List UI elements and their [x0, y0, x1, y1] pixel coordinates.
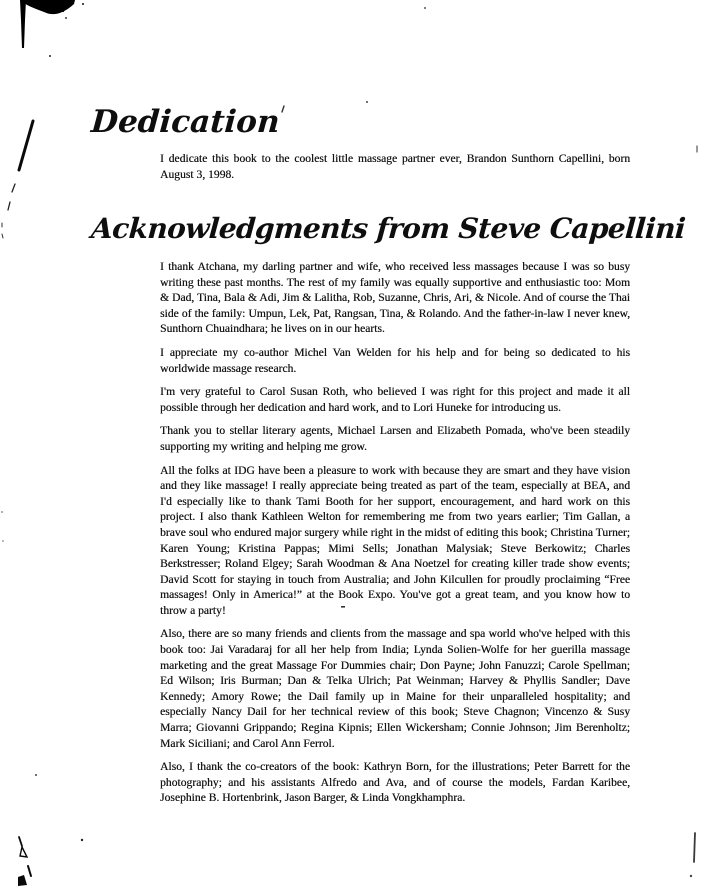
scan-artifact-speck [690, 875, 692, 877]
scan-artifact-speck [424, 7, 426, 9]
scan-artifact-corner-fold [20, 0, 75, 14]
scan-artifact-streak [12, 184, 15, 192]
scan-artifact-speck [65, 17, 67, 19]
scan-artifact-speck [2, 540, 4, 542]
acknowledgments-paragraph: Thank you to stellar literary agents, Michael Larsen and Elizabeth Pomada, who've been steadily supporting my writing and helping me grow. [160, 424, 630, 453]
scan-artifact-streak [2, 234, 3, 238]
scan-artifact-streak [8, 202, 10, 210]
acknowledgments-body [160, 259, 630, 806]
acknowledgments-paragraph: I appreciate my co-author Michel Van Welden for his help and for being so dedicated to his worldwide massage research. [160, 345, 630, 375]
scan-artifact-edge-line [694, 833, 695, 862]
scan-artifact-streak [19, 121, 33, 170]
dedication-heading: Dedication [90, 104, 281, 140]
scan-artifact-ink-mark [20, 847, 27, 857]
acknowledgments-paragraph: I thank Atchana, my darling partner and wife, who received less massages because I was so busy writing these past months. The rest of my family was equally supportive and enthusiastic too: Mom & Dad, Tina, Bala & Adi, Jim & Lalitha, Rob, Suzanne, Chris, Ari, & Nicole. And of course the Thai side of the family: Umpun, Lek, Pat, Rangsan, Tina, & Rolando. And the father-in-law I never knew, Sunthorn Chuaindhara; he lives on in our hearts. [160, 260, 630, 336]
scan-artifact-ink-mark [28, 866, 31, 876]
scan-artifact-speck [366, 101, 368, 103]
scan-artifact-speck [1, 511, 3, 513]
scan-artifact-speck [282, 106, 284, 112]
acknowledgments-paragraph: I'm very grateful to Carol Susan Roth, who believed I was right for this project and made it all possible through her dedication and hard work, and to Lori Huneke for introducing us. [160, 385, 630, 414]
dedication-body [160, 151, 630, 182]
scan-artifact-speck [71, 2, 73, 4]
scan-artifact-ink-mark [18, 875, 27, 886]
dedication-paragraph: I dedicate this book to the coolest little massage partner ever, Brandon Sunthorn Capellini, born August 3, 1998. [160, 152, 630, 181]
acknowledgments-paragraph: All the folks at IDG have been a pleasure to work with because they are smart and they have vision and they like massage! I really appreciate being treated as part of the team, especially at BEA, and I'd especially like to thank Tami Booth for her support, encouragement, and hard work on this project. I also thank Kathleen Welton for remembering me from two years earlier; Tim Gallan, a brave soul who endured major surgery while right in the midst of editing this book; Christina Turner; Karen Young; Kristina Pappas; Mimi Sells; Jonathan Malysiak; Steve Berkowitz; Charles Berkstresser; Roland Elgey; Sarah Woodman & Ana Noetzel for creating killer trade show events; David Scott for staying in touch from Australia; and John Kilcullen for proudly proclaiming “Free massages! Only in America!” at the Book Expo. You've got a great team, and you know how to throw a party! [160, 463, 630, 617]
scan-artifact-speck [49, 55, 51, 57]
acknowledgments-heading: Acknowledgments from Steve Capellini [90, 212, 687, 245]
acknowledgments-paragraph: Also, there are so many friends and clients from the massage and spa world who've helped with this book too: Jai Varadaraj for all her help from India; Lynda Solien-Wolfe for her guerilla massage marketing and the great Massage For Dummies chair; Don Payne; John Fanuzzi; Carole Spellman; Ed Wilson; Iris Burman; Dan & Telka Ulrich; Pat Weinman; Harvey & Phyllis Sandler; Dave Kennedy; Amory Rowe; the Dail family up in Maine for their unparalleled hospitality; and especially Nancy Dail for her technical review of this book; Steve Chagnon; Vincenzo & Susy Marra; Giovanni Grippando; Regina Kipnis; Ellen Wickersham; Connie Johnson; Jim Berenholtz; Mark Siciliani; and Carol Ann Ferrol. [160, 627, 630, 750]
scan-artifact-speck [62, 10, 64, 12]
acknowledgments-paragraph: Also, I thank the co-creators of the book: Kathryn Born, for the illustrations; Peter Barrett for the photography; and his assistants Alfredo and Ava, and of course the models, Fardan Karibee, Josephine B. Hortenbrink, Jason Barger, & Linda Vongkhamphra. [160, 760, 630, 805]
scan-artifact-speck [82, 3, 84, 5]
scan-artifact-speck [35, 774, 37, 776]
scan-artifact-ink-mark [19, 837, 22, 846]
scan-artifact-corner-edge [20, 0, 26, 48]
scan-artifact-speck [81, 839, 83, 841]
